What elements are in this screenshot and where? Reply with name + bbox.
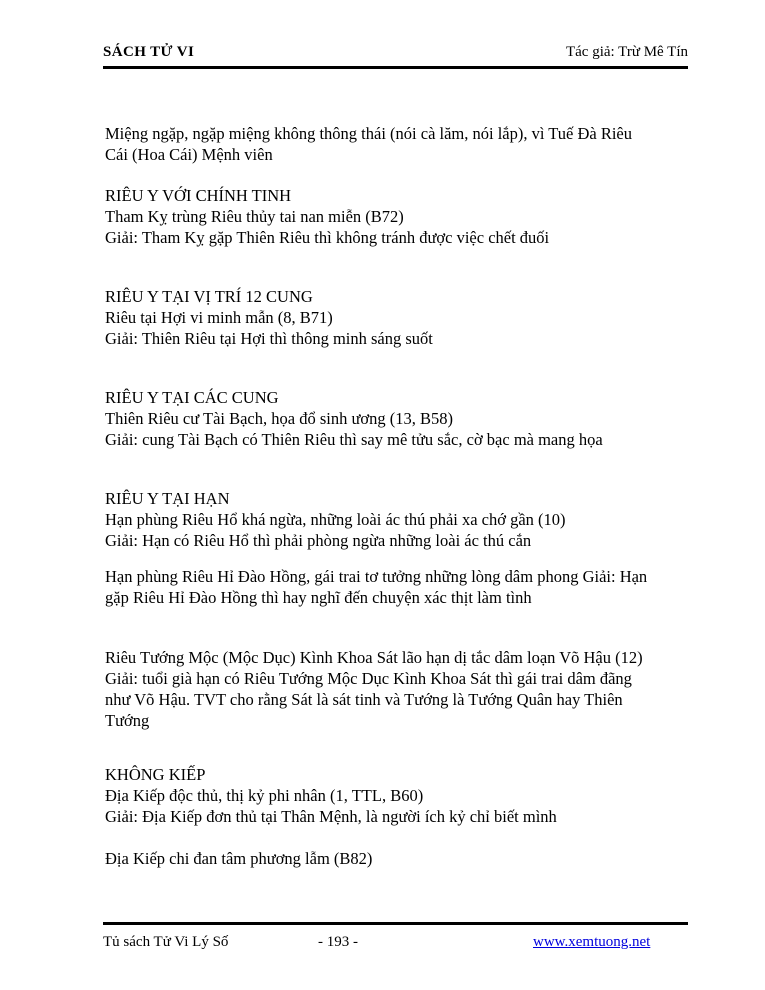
section-khong-kiep — [105, 764, 690, 827]
section-rieu-y-tai-han — [105, 488, 690, 551]
page-header — [103, 44, 688, 69]
verse-line: Địa Kiếp độc thủ, thị kỷ phi nhân (1, TTL, B60) — [105, 786, 424, 805]
page-number: - 193 - — [318, 934, 358, 950]
verse-line: Tham Kỵ trùng Riêu thủy tai nan miễn (B72) — [105, 207, 404, 226]
page-footer — [103, 922, 688, 957]
verse-line: Hạn phùng Riêu Hổ khá ngừa, những loài ác thú phải xa chớ gần (10) — [105, 510, 566, 529]
explanation-line: Giải: Thiên Riêu tại Hợi thì thông minh sáng suốt — [105, 329, 433, 348]
paragraph-line: Miệng ngặp, ngặp miệng không thông thái (nói cà lăm, nói lắp), vì Tuế Đà Riêu — [105, 124, 633, 143]
section-rieu-y-tai-cac-cung — [105, 387, 690, 450]
section-rieu-y-voi-chinh-tinh — [105, 185, 690, 248]
intro-paragraph — [105, 123, 690, 165]
paragraph-line: Cái (Hoa Cái) Mệnh viên — [105, 145, 273, 164]
paragraph-line: như Võ Hậu. TVT cho rằng Sát là sát tinh và Tướng là Tướng Quân hay Thiên — [105, 690, 623, 709]
paragraph-rieu-tuong-moc — [105, 647, 690, 731]
explanation-line: Giải: Hạn có Riêu Hổ thì phải phòng ngừa những loài ác thú cắn — [105, 531, 532, 550]
paragraph-line: gặp Riêu Hỉ Đào Hồng thì hay nghĩ đến chuyện xác thịt làm tình — [105, 588, 532, 607]
section-heading: KHÔNG KIẾP — [105, 765, 206, 784]
website-link[interactable]: www.xemtuong.net — [533, 934, 651, 950]
explanation-line: Giải: Địa Kiếp đơn thủ tại Thân Mệnh, là người ích kỷ chỉ biết mình — [105, 807, 557, 826]
paragraph-line: Giải: tuổi già hạn có Riêu Tướng Mộc Dục Kình Khoa Sát thì gái trai dâm đãng — [105, 669, 632, 688]
paragraph-line: Hạn phùng Riêu Hỉ Đào Hồng, gái trai tơ tưởng những lòng dâm phong Giải: Hạn — [105, 567, 648, 586]
series-title: Tủ sách Tử Vi Lý Số — [103, 934, 229, 950]
paragraph-line: Tướng — [105, 711, 150, 730]
section-rieu-y-tai-vi-tri-12-cung — [105, 286, 690, 349]
section-heading: RIÊU Y TẠI CÁC CUNG — [105, 388, 279, 407]
explanation-line: Giải: cung Tài Bạch có Thiên Riêu thì say mê tửu sắc, cờ bạc mà mang họa — [105, 430, 603, 449]
section-heading: RIÊU Y VỚI CHÍNH TINH — [105, 186, 292, 205]
verse-line: Thiên Riêu cư Tài Bạch, họa đổ sinh ương (13, B58) — [105, 409, 453, 428]
verse-line: Địa Kiếp chi đan tâm phương lẫm (B82) — [105, 849, 373, 868]
author-credit: Tác giả: Trừ Mê Tín — [565, 44, 688, 60]
paragraph-line: Riêu Tướng Mộc (Mộc Dục) Kình Khoa Sát lão hạn dị tắc dâm loạn Võ Hậu (12) — [105, 648, 643, 667]
page-body — [105, 123, 690, 869]
explanation-line: Giải: Tham Kỵ gặp Thiên Riêu thì không tránh được việc chết đuối — [105, 228, 550, 247]
verse-line: Riêu tại Hợi vi minh mẫn (8, B71) — [105, 308, 333, 327]
paragraph-dia-kiep — [105, 848, 690, 869]
section-heading: RIÊU Y TẠI HẠN — [105, 489, 230, 508]
paragraph-rieu-hi-dao-hong — [105, 566, 690, 608]
section-heading: RIÊU Y TẠI VỊ TRÍ 12 CUNG — [105, 287, 313, 306]
book-title: SÁCH TỬ VI — [103, 44, 195, 60]
